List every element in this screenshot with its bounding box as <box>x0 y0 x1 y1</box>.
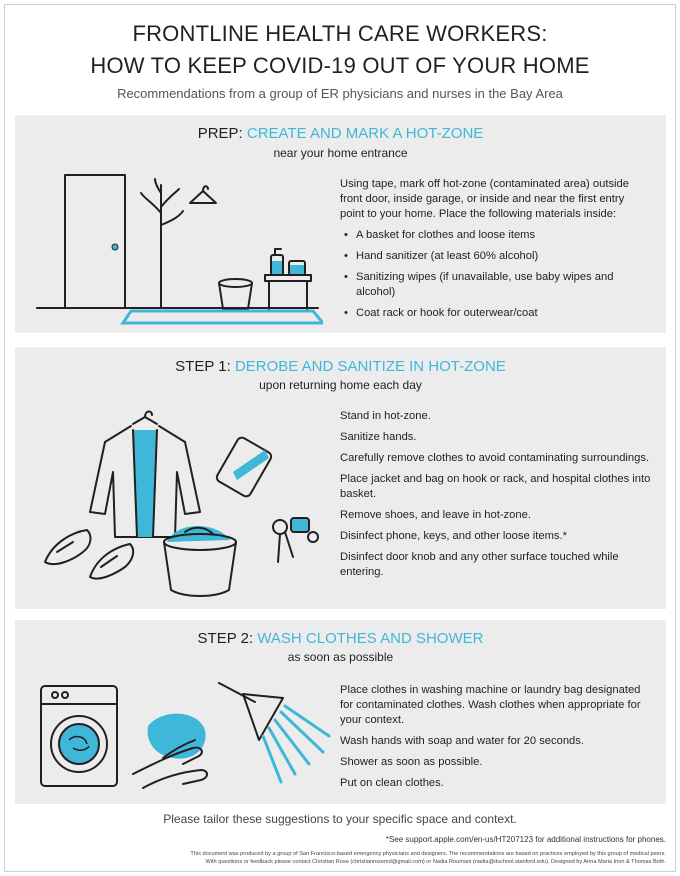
prep-subheading: near your home entrance <box>273 146 408 160</box>
step1-subheading: upon returning home each day <box>259 378 422 392</box>
list-item: Sanitize hands. <box>340 431 417 443</box>
phone-instructions-note: *See support.apple.com/en-us/HT207123 for additional instructions for phones. <box>385 835 666 844</box>
list-item: • Hand sanitizer (at least 60% alcohol) <box>340 249 650 264</box>
list-item: Stand in hot-zone. <box>340 410 431 422</box>
list-item: Remove shoes, and leave in hot-zone. <box>340 509 531 521</box>
hot-zone-illustration <box>33 163 323 328</box>
page-title-line1: FRONTLINE HEALTH CARE WORKERS: <box>132 21 548 46</box>
wash-illustration <box>33 678 333 800</box>
step2-steps <box>340 683 652 797</box>
list-item: Wash hands with soap and water for 20 seconds. <box>340 735 584 747</box>
step2-section <box>15 620 666 804</box>
list-item: Shower as soon as possible. <box>340 756 483 768</box>
fine-print-line2: With questions or feedback please contact Christian Rose (christianrosemd@gmail.com) or Nadia Roumani (nadia@dschool.stanford.edu). Designed by Anna Maria Irion & Thomas Both. <box>205 859 666 865</box>
prep-section <box>15 115 666 333</box>
list-item: • Coat rack or hook for outerwear/coat <box>340 306 650 321</box>
fine-print <box>66 850 666 866</box>
page-subtitle: Recommendations from a group of ER physicians and nurses in the Bay Area <box>117 86 563 101</box>
step1-label: STEP 1: <box>175 358 231 375</box>
step1-steps <box>340 409 652 586</box>
prep-materials-list <box>340 228 650 321</box>
prep-text <box>340 177 650 327</box>
prep-label: PREP: <box>197 125 243 142</box>
derobe-illustration <box>35 402 325 602</box>
list-item: Place clothes in washing machine or laundry bag designated for contaminated clothes. Wash clothes when appropriate for your context. <box>340 684 641 726</box>
list-item: Put on clean clothes. <box>340 777 444 789</box>
step1-heading <box>15 358 666 375</box>
list-item: Place jacket and bag on hook or rack, and hospital clothes into basket. <box>340 473 651 500</box>
tailor-note: Please tailor these suggestions to your specific space and context. <box>163 812 517 826</box>
prep-heading <box>15 125 666 142</box>
step1-section <box>15 347 666 609</box>
step2-heading <box>15 630 666 647</box>
list-item: Disinfect door knob and any other surface touched while entering. <box>340 551 619 578</box>
step2-subheading: as soon as possible <box>287 650 394 664</box>
step2-label: STEP 2: <box>197 630 254 647</box>
page-title-line2: HOW TO KEEP COVID-19 OUT OF YOUR HOME <box>90 53 590 78</box>
prep-intro: Using tape, mark off hot-zone (contaminated area) outside front door, inside garage, or inside and near the first entry point to your home. Place the following materials inside: <box>340 178 629 220</box>
step1-title: DEROBE AND SANITIZE IN HOT-ZONE <box>234 358 506 375</box>
list-item: • Sanitizing wipes (if unavailable, use baby wipes and alcohol) <box>340 270 650 300</box>
prep-title: CREATE AND MARK A HOT-ZONE <box>246 125 484 142</box>
step2-title: WASH CLOTHES AND SHOWER <box>257 630 484 647</box>
list-item: Disinfect phone, keys, and other loose items.* <box>340 530 567 542</box>
fine-print-line1: This document was produced by a group of San Francisco-based emergency physicians and designers. The recommendations are based on practices employed by this group of medical peers. <box>190 851 666 857</box>
list-item: Carefully remove clothes to avoid contaminating surroundings. <box>340 452 650 464</box>
list-item: • A basket for clothes and loose items <box>340 228 650 243</box>
